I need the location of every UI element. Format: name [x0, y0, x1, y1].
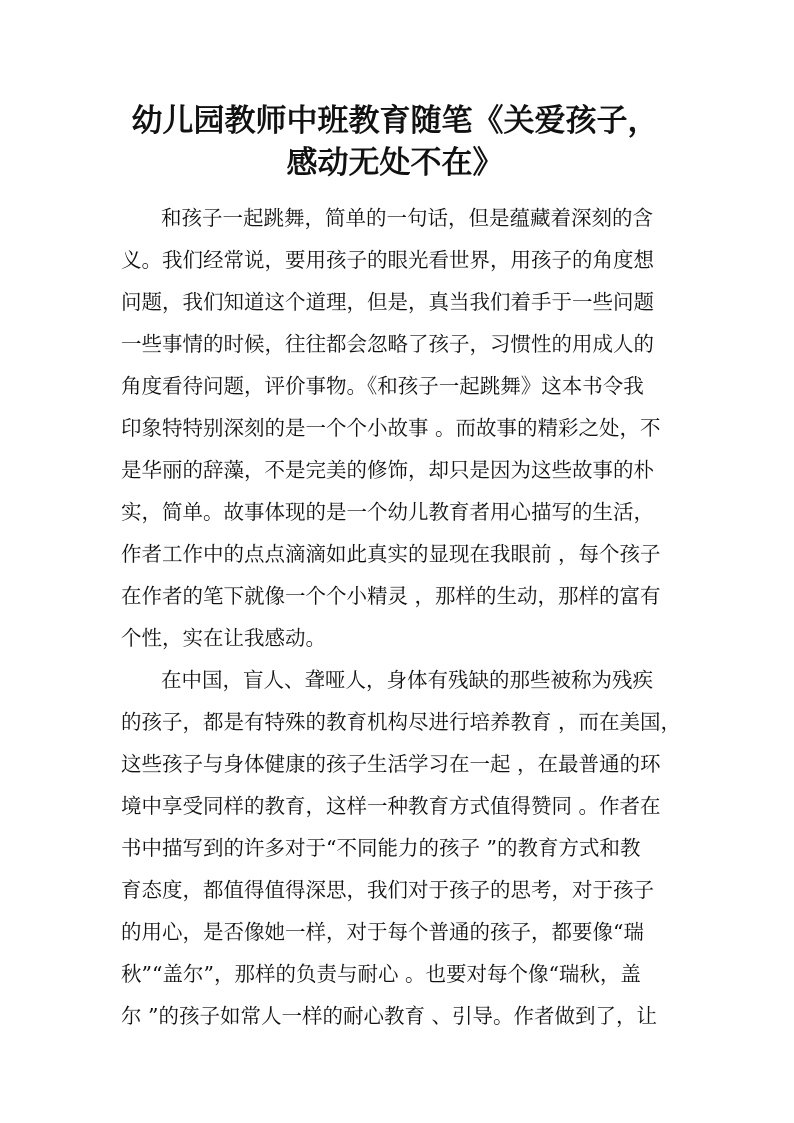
- text-line: 的用心，是否像她一样，对于每个普通的孩子，都要像“瑞: [121, 920, 644, 944]
- title-line-1: 幼儿园教师中班教育随笔《关爱孩子，: [131, 103, 659, 139]
- title-line-2: 感动无处不在》: [286, 145, 504, 181]
- text-line: 个性，实在让我感动。: [121, 626, 326, 650]
- paragraph-1: [121, 197, 686, 659]
- text-line: 问题，我们知道这个道理，但是，真当我们着手于一些问题: [121, 290, 654, 314]
- text-line: 境中享受同样的教育，这样一种教育方式值得赞同 。作者在: [121, 794, 661, 818]
- paragraph-2: [121, 659, 686, 1037]
- text-line: 秋”“盖尔”，那样的负责与耐心 。也要对每个像“瑞秋，盖: [121, 962, 641, 986]
- text-line: 实，简单。故事体现的是一个幼儿教育者用心描写的生活，: [121, 500, 654, 524]
- text-line: 作者工作中的点点滴滴如此真实的显现在我眼前 ，每个孩子: [121, 542, 661, 566]
- text-line: 义。我们经常说，要用孩子的眼光看世界，用孩子的角度想: [121, 248, 654, 272]
- text-line: 一些事情的时候，往往都会忽略了孩子，习惯性的用成人的: [121, 332, 654, 356]
- text-line: 和孩子一起跳舞，简单的一句话，但是蕴藏着深刻的含: [161, 206, 653, 230]
- text-line: 在中国，盲人、聋哑人，身体有残缺的那些被称为残疾: [161, 668, 653, 692]
- text-line: 育态度，都值得值得深思，我们对于孩子的思考，对于孩子: [121, 878, 654, 902]
- text-line: 的孩子，都是有特殊的教育机构尽进行培养教育 ，而在美国，: [121, 710, 682, 734]
- text-line: 是华丽的辞藻，不是完美的修饰，却只是因为这些故事的朴: [121, 458, 654, 482]
- text-line: 角度看待问题，评价事物。《和孩子一起跳舞》这本书令我: [121, 374, 644, 398]
- text-line: 在作者的笔下就像一个个小精灵 ，那样的生动，那样的富有: [121, 584, 661, 608]
- text-line: 书中描写到的许多对于“不同能力的孩子 ”的教育方式和教: [121, 836, 641, 860]
- document-title: [100, 100, 690, 184]
- text-line: 尔 ”的孩子如常人一样的耐心教育 、引导。作者做到了，让: [121, 1004, 658, 1028]
- document-body: [121, 197, 686, 1037]
- text-line: 这些孩子与身体健康的孩子生活学习在一起 ，在最普通的环: [121, 752, 661, 776]
- text-line: 印象特特别深刻的是一个个小故事 。而故事的精彩之处，不: [121, 416, 661, 440]
